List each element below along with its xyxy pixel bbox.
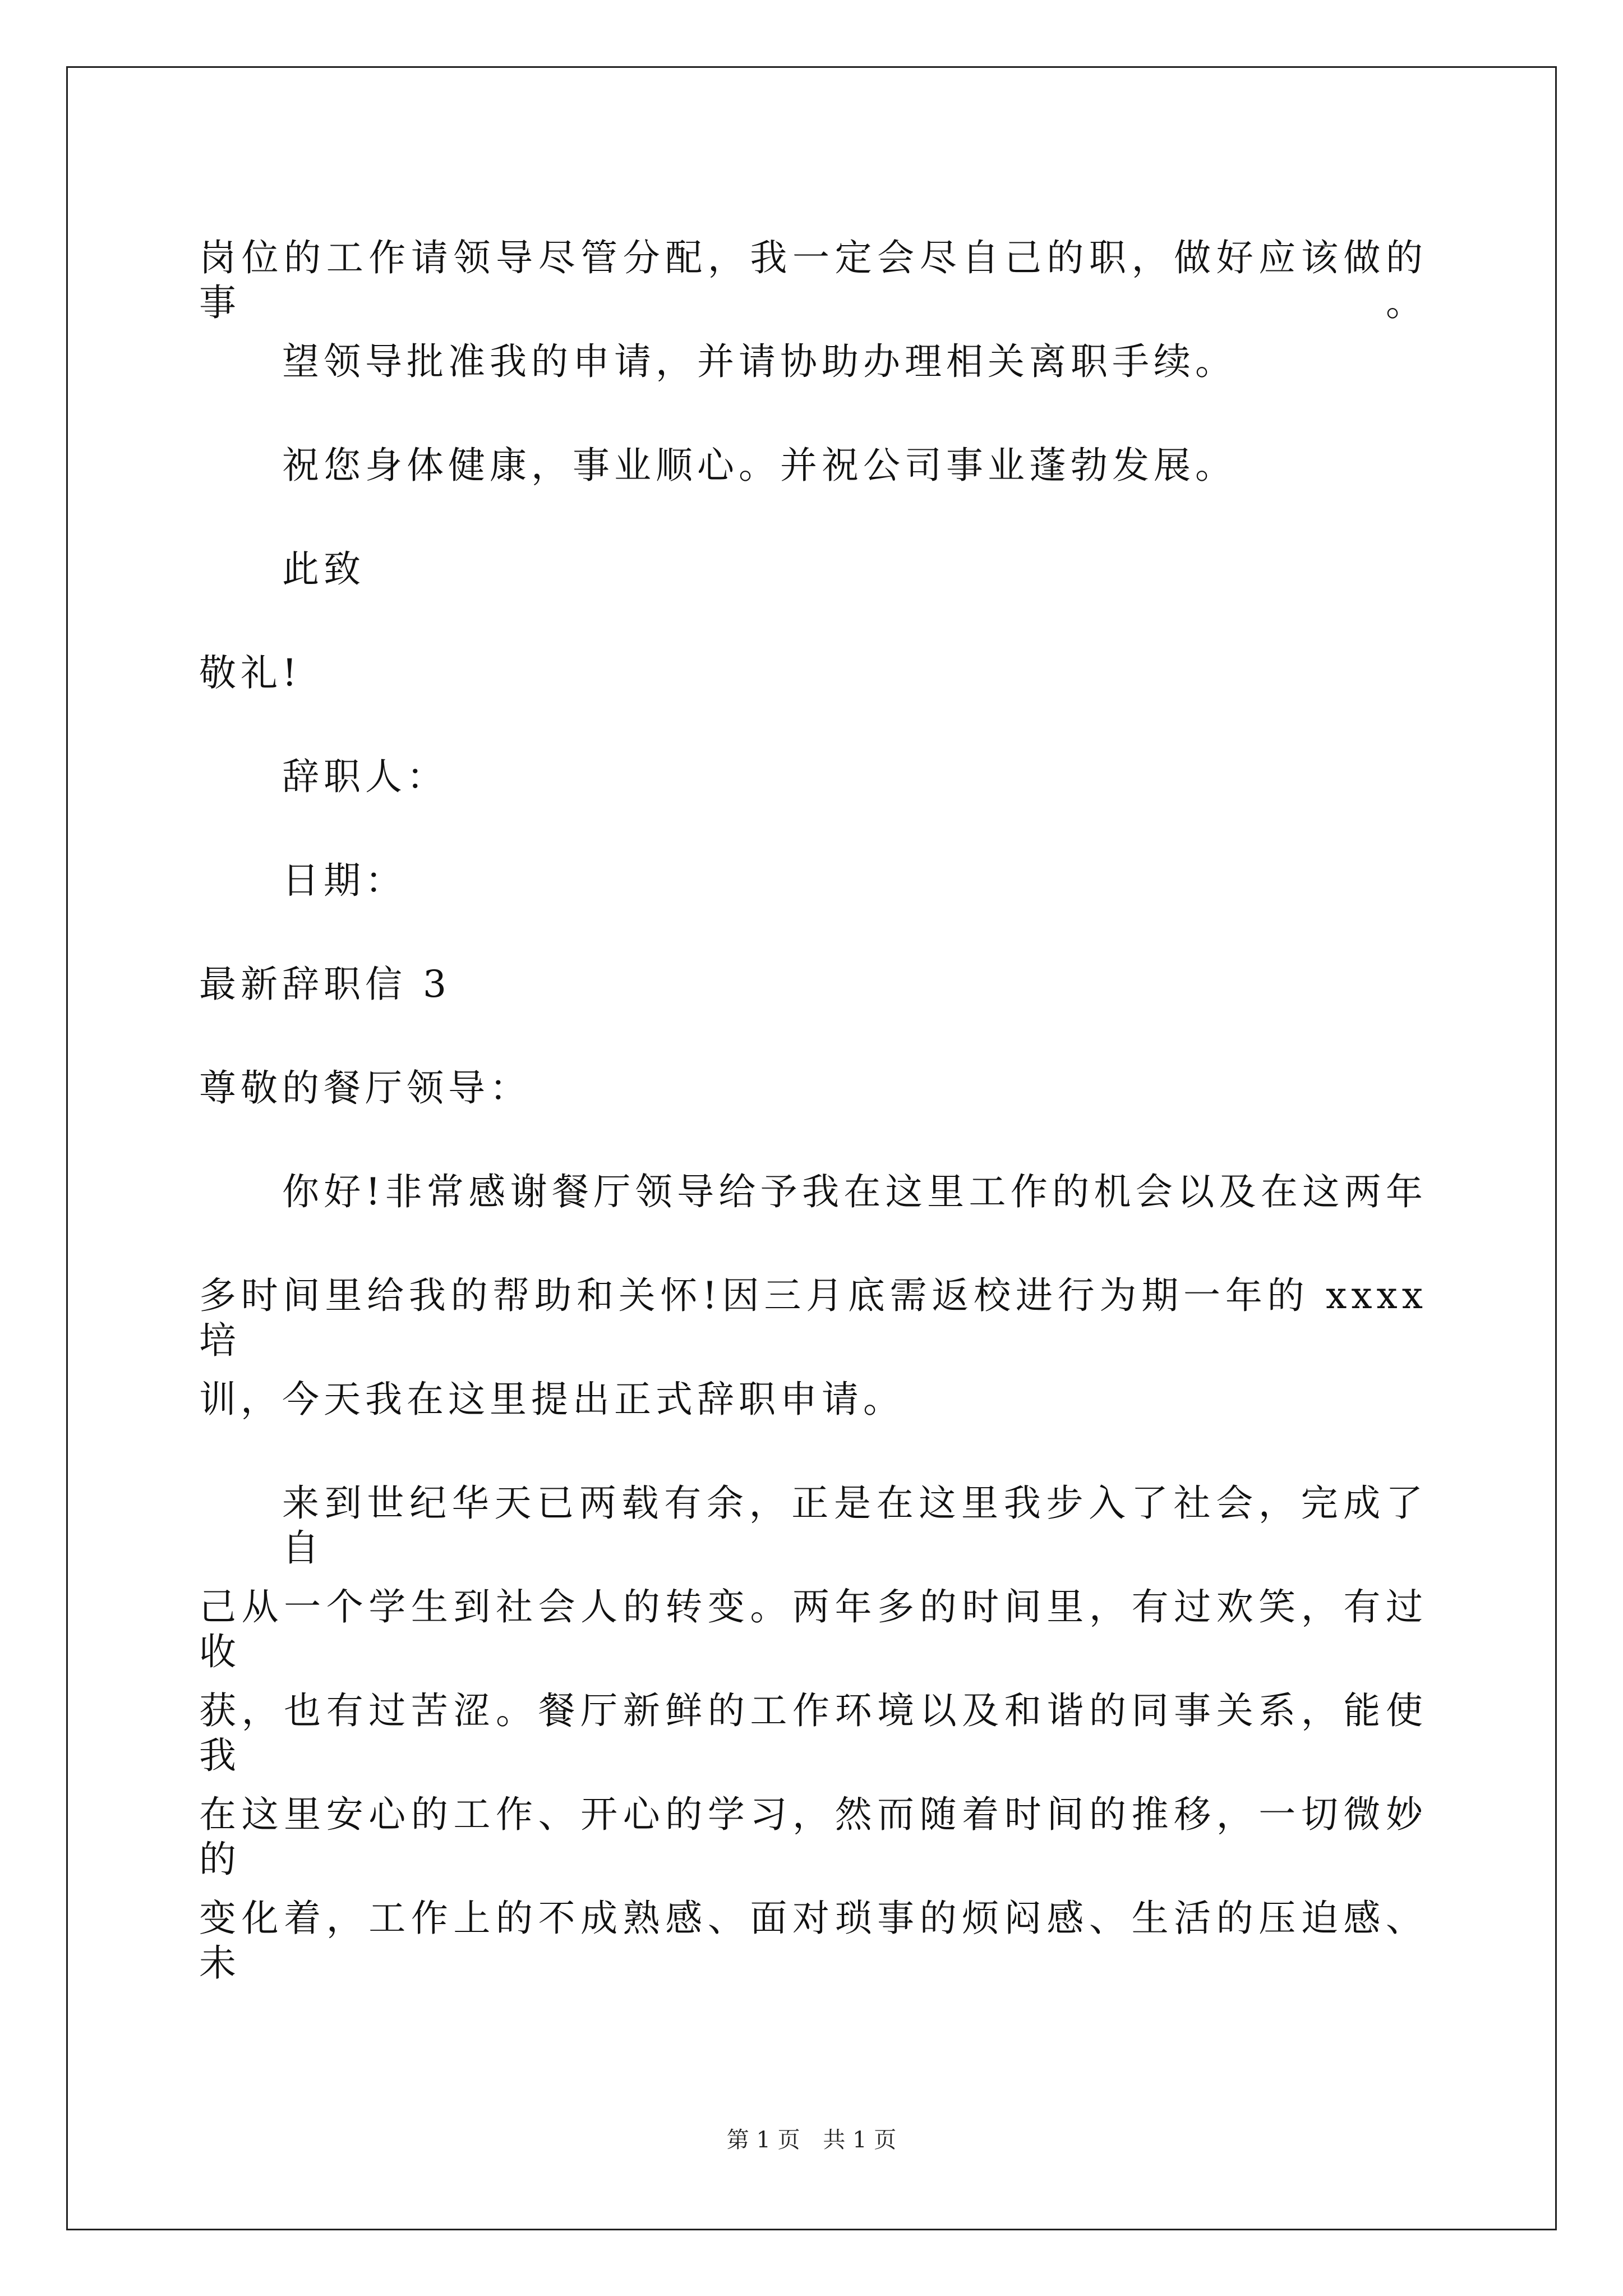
body-line-3: 祝您身体健康，事业顺心。并祝公司事业蓬勃发展。	[282, 444, 1237, 487]
body-line-1: 岗位的工作请领导尽管分配，我一定会尽自己的职，做好应该做的事。	[199, 236, 1427, 324]
body-line-2: 望领导批准我的申请，并请协助办理相关离职手续。	[282, 340, 1237, 383]
closing-jing-li: 敬礼!	[199, 651, 302, 694]
salutation: 尊敬的餐厅领导：	[199, 1066, 531, 1110]
closing-ci-zhi: 此致	[282, 547, 365, 591]
body-line-11: 多时间里给我的帮助和关怀!因三月底需返校进行为期一年的 xxxx 培	[199, 1274, 1427, 1362]
body-line-13: 来到世纪华天已两载有余，正是在这里我步入了社会，完成了自	[282, 1481, 1427, 1570]
signature-label: 辞职人：	[282, 755, 448, 798]
date-label: 日期：	[282, 859, 407, 902]
body-line-12: 训，今天我在这里提出正式辞职申请。	[199, 1378, 905, 1421]
page-footer	[0, 2126, 1623, 2154]
body-line-16: 在这里安心的工作、开心的学习，然而随着时间的推移，一切微妙的	[199, 1793, 1427, 1881]
body-line-17: 变化着，工作上的不成熟感、面对琐事的烦闷感、生活的压迫感、未	[199, 1897, 1427, 1985]
page-number-current: 第 1 页	[726, 2127, 800, 2153]
body-line-15: 获，也有过苦涩。餐厅新鲜的工作环境以及和谐的同事关系，能使我	[199, 1689, 1427, 1777]
body-line-10: 你好!非常感谢餐厅领导给予我在这里工作的机会以及在这两年	[282, 1170, 1427, 1213]
page-number-total: 共 1 页	[823, 2127, 897, 2153]
body-line-14: 己从一个学生到社会人的转变。两年多的时间里，有过欢笑，有过收	[199, 1585, 1427, 1673]
section-title: 最新辞职信 3	[199, 963, 451, 1006]
